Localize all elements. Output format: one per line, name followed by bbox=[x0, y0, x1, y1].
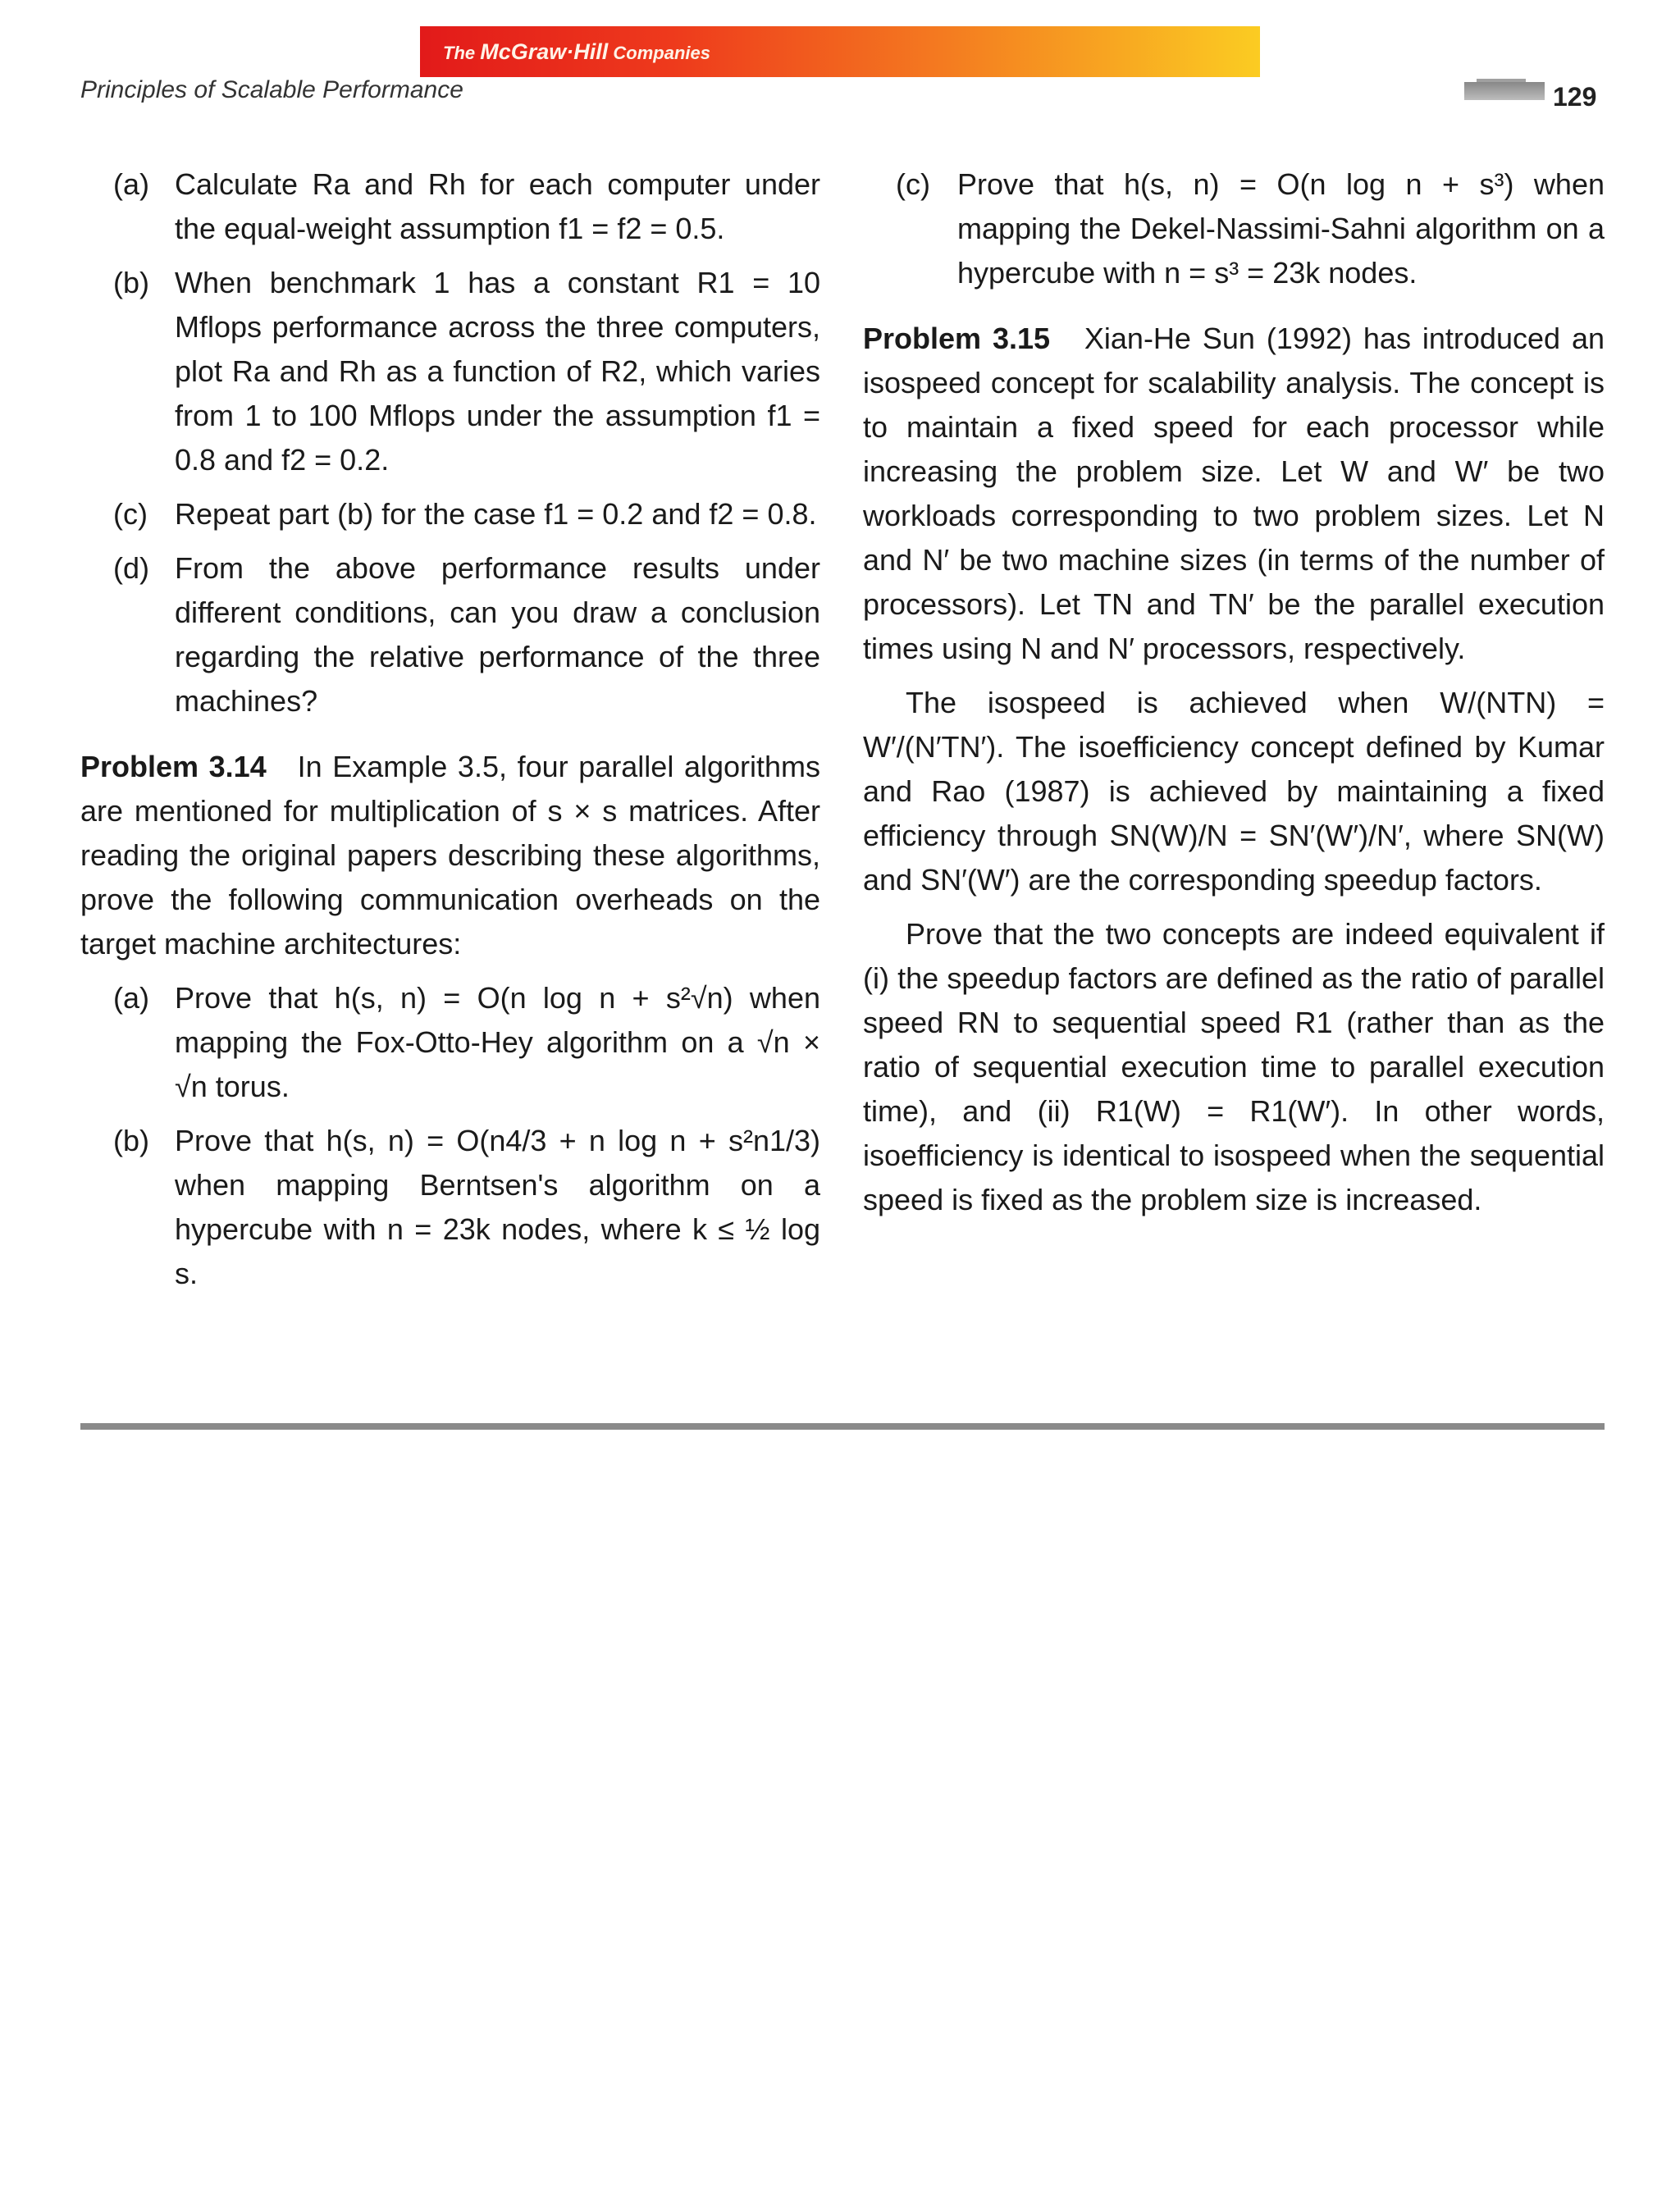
item-label: (a) bbox=[113, 981, 149, 1015]
left-column bbox=[80, 162, 820, 1306]
running-title: Principles of Scalable Performance bbox=[80, 76, 463, 103]
item-label: (b) bbox=[113, 1124, 149, 1157]
item-text: When benchmark 1 has a constant R1 = 10 Mflops performance across the three computers, plot Ra and Rh as a function of R2, which varies from 1 to 100 Mflops under the assumption f1 = 0.8 and f2 = 0.2. bbox=[175, 266, 820, 477]
item-label: (c) bbox=[113, 497, 148, 531]
problem-title: Problem 3.14 bbox=[80, 750, 267, 783]
list-item bbox=[80, 162, 820, 251]
problem-text: In Example 3.5, four parallel algorithms are mentioned for multiplication of s × s matrices. After reading the original papers describing these algorithms, prove the following communication overheads on the target machine architectures: bbox=[80, 750, 821, 961]
list-item bbox=[80, 1119, 820, 1296]
item-text: Prove that h(s, n) = O(n log n + s²√n) when mapping the Fox-Otto-Hey algorithm on a √n × √n torus. bbox=[175, 981, 820, 1103]
list-item bbox=[863, 162, 1605, 295]
page-number: 129 bbox=[1553, 82, 1597, 112]
list-item bbox=[80, 492, 820, 536]
item-text: Prove that h(s, n) = O(n4/3 + n log n + s²n1/3) when mapping Berntsen's algorithm on a hypercube with n = 23k nodes, where k ≤ ½ log s. bbox=[175, 1124, 820, 1290]
paragraph-isoefficiency: The isospeed is achieved when W/(NTN) = W′/(N′TN′). The isoefficiency concept defined by Kumar and Rao (1987) is achieved by maintaining a fixed efficiency through SN(W)/N = SN′(W′)/N′, where SN(W) and SN′(W′) are the corresponding speedup factors. bbox=[863, 686, 1605, 897]
item-text: From the above performance results under different conditions, can you draw a conclusion regarding the relative performance of the three machines? bbox=[175, 551, 820, 718]
list-item bbox=[80, 261, 820, 482]
item-label: (a) bbox=[113, 167, 149, 201]
list-item bbox=[80, 546, 820, 723]
item-text: Prove that h(s, n) = O(n log n + s³) when mapping the Dekel-Nassimi-Sahni algorithm on a hypercube with n = s³ = 23k nodes. bbox=[957, 167, 1605, 290]
publisher-banner bbox=[420, 26, 1260, 77]
item-label: (c) bbox=[896, 167, 930, 201]
bottom-rule bbox=[80, 1423, 1605, 1430]
list-item bbox=[80, 976, 820, 1109]
right-column bbox=[863, 162, 1605, 1232]
problem-3-14 bbox=[80, 745, 820, 966]
item-text: Repeat part (b) for the case f1 = 0.2 and f2 = 0.8. bbox=[175, 497, 817, 531]
paragraph-isospeed: Xian-He Sun (1992) has introduced an isospeed concept for scalability analysis. The concept is to maintain a fixed speed for each processor while increasing the problem size. Let W and W′ be two workloads corresponding to two problem sizes. Let N and N′ be two machine sizes (in terms of the number of processors). Let TN and TN′ be the parallel execution times using N and N′ processors, respectively. bbox=[863, 322, 1605, 665]
problem-title: Problem 3.15 bbox=[863, 322, 1051, 355]
item-label: (b) bbox=[113, 266, 149, 299]
publisher-logo: The McGraw·Hill Companies bbox=[443, 39, 710, 64]
problem-3-15 bbox=[863, 317, 1605, 671]
item-text: Calculate Ra and Rh for each computer under the equal-weight assumption f1 = f2 = 0.5. bbox=[175, 167, 820, 245]
page-tab-decoration bbox=[1464, 82, 1545, 100]
paragraph-prove: Prove that the two concepts are indeed equivalent if (i) the speedup factors are defined as the ratio of parallel speed RN to sequential speed R1 (rather than as the ratio of sequential execution time to parallel execution time), and (ii) R1(W) = R1(W′). In other words, isoefficiency is identical to isospeed when the sequential speed is fixed as the problem size is increased. bbox=[863, 917, 1605, 1216]
item-label: (d) bbox=[113, 551, 149, 585]
